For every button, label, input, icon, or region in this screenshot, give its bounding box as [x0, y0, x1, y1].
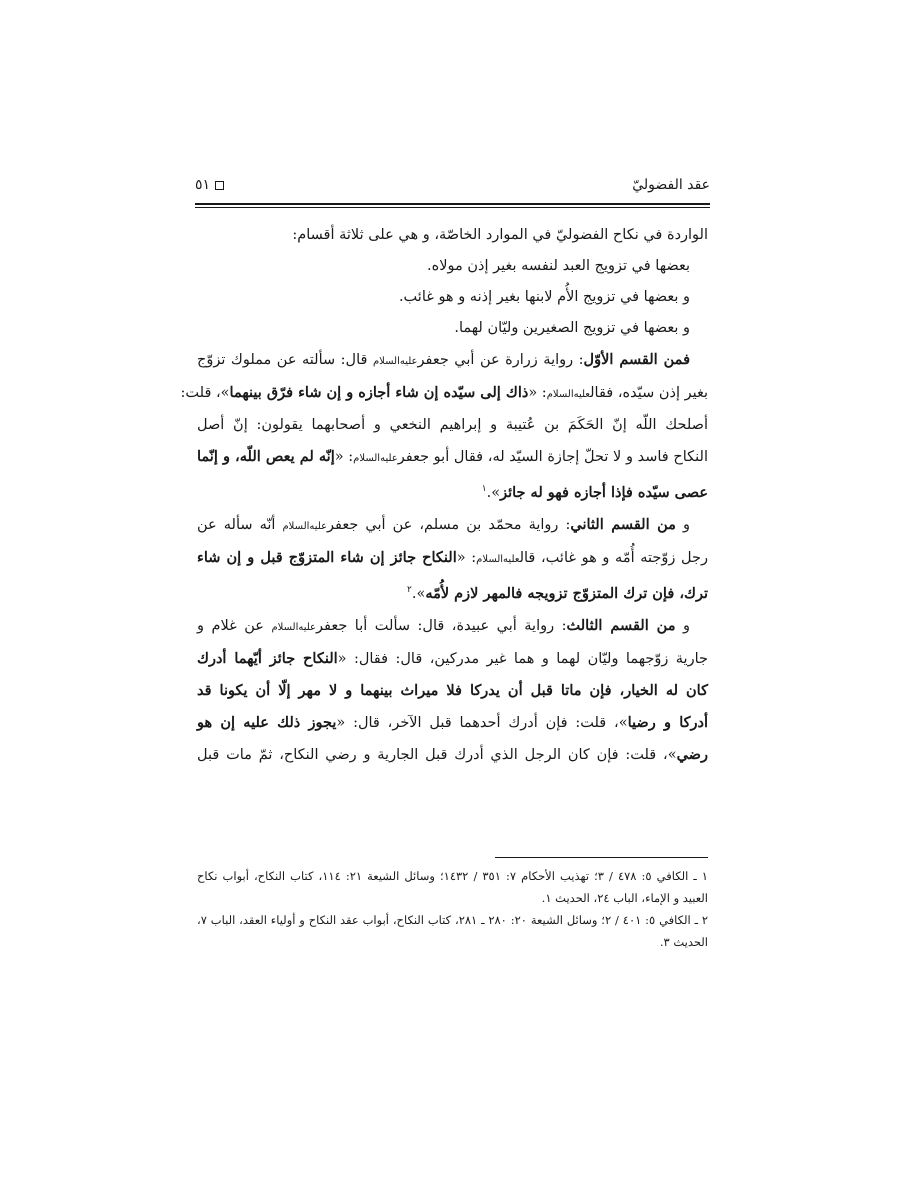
- text-line: و بعضها في تزويج الأُم لابنها بغير إذنه و هو غائب.: [398, 289, 690, 305]
- paragraph-3-line-1: و من القسم الثالث: رواية أبي عبيدة، قال: سألت أبا جعفرعليه‌السلام عن غلام و: [197, 616, 690, 634]
- header-rule-thick: [195, 203, 710, 205]
- text-line: بعضها في تزويج العبد لنفسه بغير إذن مولاه.: [427, 258, 690, 274]
- footnote-1: ١ ـ الكافي ٥: ٤٧٨ / ٣؛ تهذيب الأحكام ٧: ٣٥١ / ١٤٣٢؛ وسائل الشيعة ٢١: ١١٤، كتاب النكاح، أبواب نكاح العبيد و الإماء، الباب ٢٤، الحديث ١.: [197, 869, 708, 905]
- header-rule-thin: [195, 207, 710, 208]
- paragraph-3-line-5: رضي»، قلت: فإن كان الرجل الذي أدرك قبل الجارية و رضي النكاح، ثمّ مات قبل: [197, 745, 708, 763]
- paragraph-1-line-5: عصى سيّده فإذا أجازه فهو له جائز».$^١$: [481, 483, 708, 501]
- footnote-ref[interactable]: ٢: [407, 584, 412, 595]
- paragraph-1-line-3: أصلحك اللّه إنّ الحَكَمَ بن عُتيبة و إبراهيم النخعي و أصحابهما يقولون: إنّ أصل: [197, 417, 708, 433]
- paragraph-2-line-2: رجل زوّجته أُمّه و هو غائب، قالعليه‌السلام: «النكاح جائز إن شاء المتزوّج قبل و إن شاء: [197, 548, 708, 566]
- running-title: عقد الفضوليّ: [632, 177, 710, 193]
- paragraph-3-line-4: أدركا و رضيا»، قلت: فإن أدرك أحدهما قبل الآخر، قال: «يجوز ذلك عليه إن هو: [197, 713, 709, 731]
- paragraph-1-line-4: النكاح فاسد و لا تحلّ إجازة السيّد له، فقال أبو جعفرعليه‌السلام: «إنّه لم يعص اللّه، و إنّما: [197, 448, 708, 465]
- paragraph-3-line-2: جارية زوّجهما وليّان لهما و هما غير مدركين، قال: فقال: «النكاح جائز أيّهما أدرك: [197, 649, 708, 667]
- footnotes: [197, 865, 708, 953]
- paragraph-1-line-2: بغير إذن سيّده، فقالعليه‌السلام: «ذاك إلى سيّده إن شاء أجازه و إن شاء فرّق بينهما»، قلت:: [180, 384, 708, 401]
- page-number: ٥١: [195, 177, 211, 193]
- paragraph-2-line-1: و من القسم الثاني: رواية محمّد بن مسلم، عن أبي جعفرعليه‌السلام أنّه سأله عن: [197, 515, 690, 533]
- page-number-block: [195, 177, 224, 193]
- paragraph-3-line-3: كان له الخيار، فإن ماتا قبل أن يدركا فلا ميراث بينهما و لا مهر إلّا أن يكونا قد: [197, 681, 708, 699]
- footnote-2: ٢ ـ الكافي ٥: ٤٠١ / ٢؛ وسائل الشيعة ٢٠: ٢٨٠ ـ ٢٨١، كتاب النكاح، أبواب عقد النكاح و أولياء العقد، الباب ٧، الحديث ٣.: [197, 913, 709, 949]
- text-line: الواردة في نكاح الفضوليّ في الموارد الخاصّة، و هي على ثلاثة أقسام:: [292, 227, 708, 243]
- page-header: [195, 170, 710, 200]
- main-text: [180, 220, 709, 771]
- footnote-ref[interactable]: ١: [481, 484, 487, 494]
- paragraph-1-line-1: فمن القسم الأوّل: رواية زرارة عن أبي جعفرعليه‌السلام قال: سألته عن مملوك تزوّج: [197, 351, 690, 368]
- text-line: و بعضها في تزويج الصغيرين وليّان لهما.: [454, 320, 690, 336]
- footnote-separator: [495, 857, 708, 858]
- square-icon: [215, 181, 224, 190]
- paragraph-2-line-3: ترك، فإن ترك المتزوّج تزويجه فالمهر لازم لأُمّه».$^٢$: [407, 584, 708, 602]
